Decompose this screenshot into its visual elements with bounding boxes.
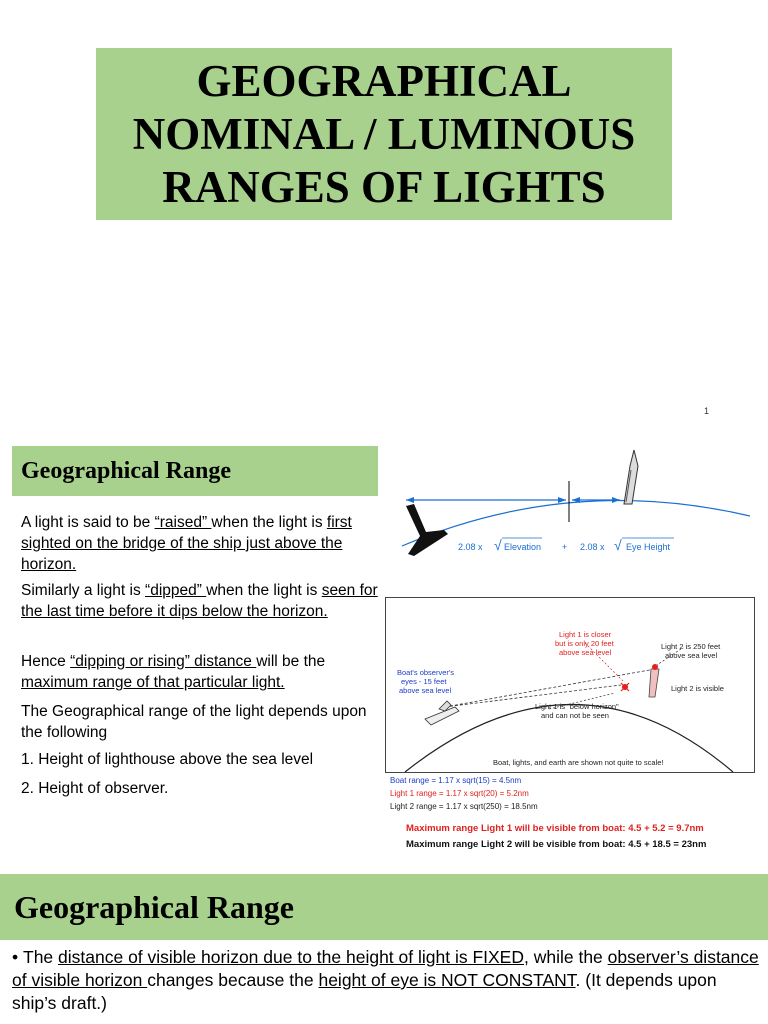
page-title: GEOGRAPHICAL NOMINAL / LUMINOUS RANGES OF LIGHTS [132, 55, 636, 212]
bullet-paragraph: • The distance of visible horizon due to the height of light is FIXED, while the observer’s distance of visible horizon changes because the height of eye is NOT CONSTANT. (It depends upon ship’s draft.) [12, 947, 759, 1013]
svg-text:eyes - 15 feet: eyes - 15 feet [401, 677, 447, 686]
svg-text:Eye Height: Eye Height [626, 542, 671, 552]
list-item-observer: 2. Height of observer. [21, 780, 169, 797]
svg-text:Light 2 is visible: Light 2 is visible [671, 684, 724, 693]
horizon-diagram [384, 446, 750, 564]
section-heading-box-2 [0, 874, 768, 940]
section-heading-box [12, 446, 378, 496]
section-heading-2: Geographical Range [14, 888, 294, 925]
paragraph-raised: A light is said to be “raised” when the light is first sighted on the bridge of the ship just above the horizon. [21, 514, 352, 573]
title-box [96, 48, 672, 220]
light1-icon [621, 683, 629, 691]
section-heading: Geographical Range [21, 457, 231, 484]
light1-range: Light 1 range = 1.17 x sqrt(20) = 5.2nm [390, 789, 529, 798]
page-number: 1 [704, 406, 710, 416]
svg-text:√: √ [614, 537, 622, 553]
svg-text:2.08 x: 2.08 x [458, 542, 483, 552]
paragraph-dipped: Similarly a light is “dipped” when the light is seen for the last time before it dips below the horizon. [21, 582, 378, 620]
lights-visibility-diagram [385, 597, 755, 773]
svg-text:and can not be seen: and can not be seen [541, 711, 609, 720]
svg-text:√: √ [494, 537, 502, 553]
light2-range: Light 2 range = 1.17 x sqrt(250) = 18.5nm [390, 802, 538, 811]
svg-text:Elevation: Elevation [504, 542, 542, 552]
observer-ship-icon [406, 504, 448, 556]
svg-text:but is only 20 feet: but is only 20 feet [555, 639, 614, 648]
svg-text:above sea level: above sea level [559, 648, 612, 657]
svg-text:Boat, lights, and earth are sh: Boat, lights, and earth are shown not quite to scale! [493, 758, 664, 767]
boat-range: Boat range = 1.17 x sqrt(15) = 4.5nm [390, 776, 522, 785]
svg-text:2.08 x: 2.08 x [580, 542, 605, 552]
svg-text:Light 1 is closer: Light 1 is closer [559, 630, 612, 639]
svg-text:Boat's observer's: Boat's observer's [397, 668, 455, 677]
paragraph-depends: The Geographical range of the light depends upon the following [21, 703, 367, 741]
max-range-light1: Maximum range Light 1 will be visible from boat: 4.5 + 5.2 = 9.7nm [406, 823, 704, 834]
bullet-marker: • [12, 947, 23, 967]
paragraph-hence: Hence “dipping or rising” distance will be the maximum range of that particular light. [21, 653, 326, 691]
svg-text:Light 1 is "below horizon": Light 1 is "below horizon" [535, 702, 619, 711]
svg-text:above sea level: above sea level [665, 651, 718, 660]
svg-text:above sea level: above sea level [399, 686, 452, 695]
max-range-light2: Maximum range Light 2 will be visible from boat: 4.5 + 18.5 = 23nm [406, 839, 707, 850]
lighthouse-icon [624, 450, 638, 504]
svg-text:Light 2 is 250 feet: Light 2 is 250 feet [661, 642, 721, 651]
list-item-lighthouse: 1. Height of lighthouse above the sea level [21, 751, 314, 768]
svg-text:+: + [562, 542, 568, 552]
